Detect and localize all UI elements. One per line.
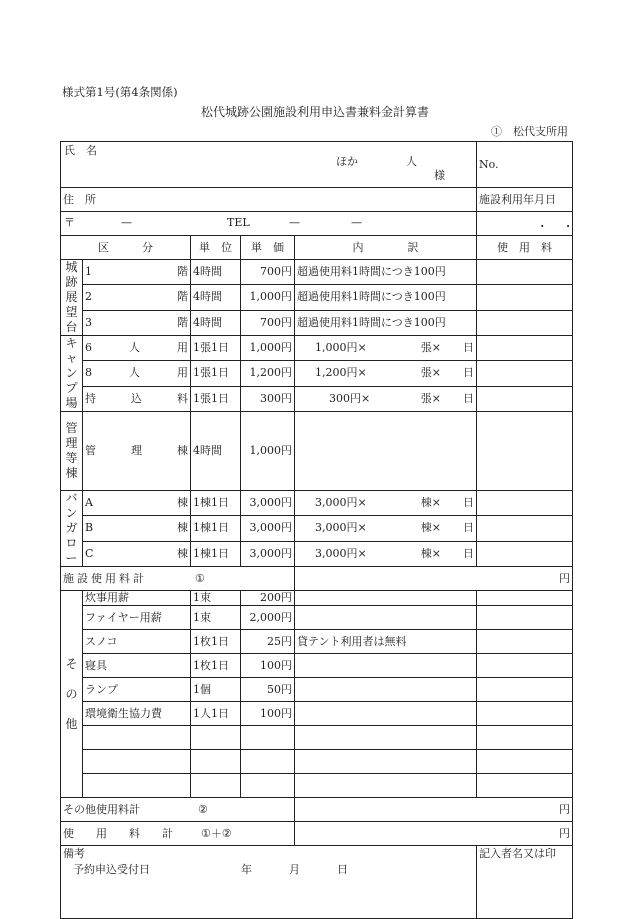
- other-row-8-price[interactable]: [241, 750, 295, 774]
- castle-row-1-fee[interactable]: [477, 260, 573, 285]
- application-form-table: [60, 141, 573, 919]
- other-row-4-unit: 1枚1日: [191, 654, 241, 678]
- other-row-4-name: 寝具: [83, 654, 191, 678]
- camp-row-3-price: 300円: [241, 386, 295, 411]
- castle-row-2-fee[interactable]: [477, 285, 573, 310]
- camp_rows-2-detail_unit: 張×: [420, 391, 441, 405]
- bungalow_rows-0-detail_day: 日: [463, 496, 474, 510]
- other-row-9-name[interactable]: [83, 774, 191, 798]
- camp_rows-2-name: 持: [85, 391, 96, 405]
- other-row-1-unit: 1束: [191, 591, 241, 606]
- other-row-6-unit: 1人1日: [191, 702, 241, 726]
- camp_rows-1-detail_unit: 張×: [420, 366, 441, 380]
- castle-row-3-unit: 4時間: [191, 310, 241, 335]
- camp_rows-2-detail_price: 300円×: [329, 391, 371, 405]
- camp-row-1-unit: 1張1日: [191, 336, 241, 361]
- other-row-3-price: 25円: [241, 630, 295, 654]
- col-kubun: 区 分: [61, 236, 191, 260]
- kanri-row-unit: 4時間: [191, 412, 241, 491]
- castle-row-2-name: [83, 285, 191, 310]
- bungalow-row-3-fee[interactable]: [477, 541, 573, 566]
- received-year: 年: [241, 863, 252, 876]
- postal-tel-field[interactable]: [61, 212, 477, 236]
- castle_rows-1-suffix: 階: [177, 290, 188, 304]
- other-row-9-price[interactable]: [241, 774, 295, 798]
- camp_rows-0-name: 6: [85, 341, 92, 355]
- received-date-label: 予約申込受付日: [73, 863, 150, 876]
- other-row-9-unit[interactable]: [191, 774, 241, 798]
- other-row-1-price: 200円: [241, 591, 295, 606]
- name-label: 氏 名: [64, 144, 97, 157]
- use-date-label: 施設利用年月日: [477, 188, 573, 212]
- camp-row-2-name: [83, 361, 191, 386]
- nin-label: 人: [406, 155, 417, 168]
- other-row-2-fee[interactable]: [477, 606, 573, 630]
- camp_rows-0-mid: 人: [129, 341, 140, 355]
- received-day: 日: [337, 863, 348, 876]
- castle_rows-0-name: 1: [85, 265, 92, 279]
- other-row-2-detail: [295, 606, 477, 630]
- other-row-5-fee[interactable]: [477, 678, 573, 702]
- castle-row-2-unit: 4時間: [191, 285, 241, 310]
- grand-total-label: [61, 822, 295, 846]
- camp_rows-0-suffix: 用: [177, 341, 188, 355]
- bungalow-row-2-unit: 1棟1日: [191, 516, 241, 541]
- other-row-9-fee[interactable]: [477, 774, 573, 798]
- received-month: 月: [289, 863, 300, 876]
- camp-row-2-detail: [295, 361, 477, 386]
- camp_rows-0-detail_price: 1,000円×: [315, 341, 367, 355]
- bungalow_rows-0-suffix: 棟: [177, 496, 188, 510]
- bungalow-row-3-detail: [295, 541, 477, 566]
- bungalow_rows-1-name: B: [85, 521, 94, 535]
- castle-row-2-price: 1,000円: [241, 285, 295, 310]
- bungalow-row-2-fee[interactable]: [477, 516, 573, 541]
- camp-row-3-fee[interactable]: [477, 386, 573, 411]
- bungalow_rows-2-detail_price: 3,000円×: [315, 546, 367, 560]
- other-row-3-name: スノコ: [83, 630, 191, 654]
- group-castle: 城跡展望台: [61, 260, 83, 336]
- camp_rows-1-suffix: 用: [177, 366, 188, 380]
- other-row-9-detail[interactable]: [295, 774, 477, 798]
- other-row-5-name: ランプ: [83, 678, 191, 702]
- other-total-label: [61, 798, 295, 822]
- bungalow-row-1-detail: [295, 491, 477, 516]
- kanri-row-fee[interactable]: [477, 412, 573, 491]
- camp-row-1-detail: [295, 336, 477, 361]
- facility_total-mark: ①: [195, 571, 205, 585]
- grand_total-label: 使 用 料 計: [63, 826, 173, 840]
- address-label: 住 所: [63, 192, 96, 206]
- office-label: ① 松代支所用: [491, 125, 568, 138]
- castle-row-2-detail: 超過使用料1時間につき100円: [295, 285, 477, 310]
- castle_rows-1-name: 2: [85, 290, 92, 304]
- other-row-8-fee[interactable]: [477, 750, 573, 774]
- facility-total-value[interactable]: 円: [295, 567, 573, 591]
- other-row-4-detail: [295, 654, 477, 678]
- tel-dash-2: —: [351, 216, 362, 229]
- castle_rows-2-suffix: 階: [177, 315, 188, 329]
- bungalow_rows-1-detail_unit: 棟×: [420, 521, 441, 535]
- hoka-label: ほか: [336, 155, 358, 168]
- other-row-6-name: 環境衛生協力費: [83, 702, 191, 726]
- bungalow_rows-2-detail_unit: 棟×: [420, 546, 441, 560]
- camp_rows-0-detail_unit: 張×: [420, 341, 441, 355]
- castle-row-3-fee[interactable]: [477, 310, 573, 335]
- group-bungalow: バンガロー: [61, 491, 83, 567]
- other-row-5-unit: 1個: [191, 678, 241, 702]
- camp_rows-2-detail_day: 日: [463, 391, 474, 405]
- castle-row-1-name: [83, 260, 191, 285]
- use-date-field[interactable]: . .: [477, 212, 573, 236]
- castle_rows-0-suffix: 階: [177, 265, 188, 279]
- bungalow-row-3-name: [83, 541, 191, 566]
- col-shiyoryo: 使 用 料: [477, 236, 573, 260]
- other-row-3-fee[interactable]: [477, 630, 573, 654]
- other-row-7-detail[interactable]: [295, 726, 477, 750]
- camp_rows-0-detail_day: 日: [463, 341, 474, 355]
- bungalow_rows-2-name: C: [85, 546, 94, 560]
- camp-row-3-unit: 1張1日: [191, 386, 241, 411]
- castle-row-1-detail: 超過使用料1時間につき100円: [295, 260, 477, 285]
- bungalow_rows-1-detail_price: 3,000円×: [315, 521, 367, 535]
- kanri_row-suffix: 棟: [177, 444, 188, 457]
- camp_rows-1-detail_day: 日: [463, 366, 474, 380]
- castle-row-3-name: [83, 310, 191, 335]
- postal-dash: —: [121, 216, 132, 229]
- camp-row-3-detail: [295, 386, 477, 411]
- postal-mark: 〒: [64, 216, 75, 229]
- camp_rows-1-detail_price: 1,200円×: [315, 366, 367, 380]
- other-row-4-fee[interactable]: [477, 654, 573, 678]
- grand-total-value[interactable]: 円: [295, 822, 573, 846]
- other-row-5-detail: [295, 678, 477, 702]
- kanri_row-name: 管: [85, 444, 96, 457]
- camp_rows-1-name: 8: [85, 366, 92, 380]
- other-row-7-fee[interactable]: [477, 726, 573, 750]
- bungalow_rows-1-detail_day: 日: [463, 521, 474, 535]
- castle-row-3-price: 700円: [241, 310, 295, 335]
- other-row-2-price: 2,000円: [241, 606, 295, 630]
- group-other: [61, 591, 83, 798]
- camp-row-3-name: [83, 386, 191, 411]
- camp_rows-2-suffix: 料: [177, 391, 188, 405]
- other-row-6-price: 100円: [241, 702, 295, 726]
- col-uchiwake: 内 訳: [295, 236, 477, 260]
- other-row-2-unit: 1束: [191, 606, 241, 630]
- camp-row-1-fee[interactable]: [477, 336, 573, 361]
- kanri-row-price: 1,000円: [241, 412, 295, 491]
- other-row-5-price: 50円: [241, 678, 295, 702]
- other-row-8-name[interactable]: [83, 750, 191, 774]
- castle-row-1-price: 700円: [241, 260, 295, 285]
- bungalow-row-2-detail: [295, 516, 477, 541]
- name-field[interactable]: [61, 142, 477, 188]
- bungalow-row-3-unit: 1棟1日: [191, 541, 241, 566]
- col-tani: 単 位: [191, 236, 241, 260]
- signer-field[interactable]: [477, 846, 573, 919]
- other-row-7-name[interactable]: [83, 726, 191, 750]
- bungalow_rows-0-detail_price: 3,000円×: [315, 496, 367, 510]
- facility-total-label: [61, 567, 295, 591]
- bungalow-row-1-name: [83, 491, 191, 516]
- other_total-mark: ②: [198, 802, 208, 816]
- bungalow-row-3-price: 3,000円: [241, 541, 295, 566]
- remarks-label: 備考: [63, 847, 85, 860]
- tel-label: TEL: [227, 216, 250, 229]
- no-field[interactable]: [477, 142, 573, 188]
- kanri-row-name: [83, 412, 191, 491]
- bungalow-row-1-price: 3,000円: [241, 491, 295, 516]
- other_total-label: その他使用料計: [63, 802, 140, 816]
- bungalow-row-1-fee[interactable]: [477, 491, 573, 516]
- camp-row-1-name: [83, 336, 191, 361]
- other-row-2-name: ファイヤー用薪: [83, 606, 191, 630]
- castle-row-1-unit: 4時間: [191, 260, 241, 285]
- other-row-1-fee[interactable]: [477, 591, 573, 606]
- kanri-row-detail: [295, 412, 477, 491]
- other-row-6-fee[interactable]: [477, 702, 573, 726]
- kanri_row-mid: 理: [131, 444, 142, 457]
- remarks-field[interactable]: [61, 846, 477, 919]
- grand_total-mark: ①＋②: [201, 826, 232, 840]
- bungalow-row-2-price: 3,000円: [241, 516, 295, 541]
- form-title: 松代城跡公園施設利用申込書兼料金計算書: [200, 105, 429, 119]
- group-camp: キャンプ場: [61, 336, 83, 412]
- col-tanka: 単 価: [241, 236, 295, 260]
- other-total-value[interactable]: 円: [295, 798, 573, 822]
- other-row-8-detail[interactable]: [295, 750, 477, 774]
- other-row-1-detail: [295, 591, 477, 606]
- signer-label: 記入者名又は印: [479, 847, 556, 860]
- other-row-8-unit[interactable]: [191, 750, 241, 774]
- other-row-4-price: 100円: [241, 654, 295, 678]
- bungalow-row-2-name: [83, 516, 191, 541]
- camp-row-1-price: 1,000円: [241, 336, 295, 361]
- facility_total-label: 施設使用料計: [63, 571, 147, 585]
- bungalow_rows-1-suffix: 棟: [177, 521, 188, 535]
- sama-label: 様: [434, 169, 445, 182]
- other-row-7-price[interactable]: [241, 726, 295, 750]
- bungalow_rows-0-detail_unit: 棟×: [420, 496, 441, 510]
- tel-dash-1: —: [289, 216, 300, 229]
- address-field[interactable]: [61, 188, 477, 212]
- other-row-3-detail: 貸テント利用者は無料: [295, 630, 477, 654]
- groups-other: その他: [65, 657, 78, 731]
- castle-row-3-detail: 超過使用料1時間につき100円: [295, 310, 477, 335]
- camp-row-2-unit: 1張1日: [191, 361, 241, 386]
- bungalow_rows-0-name: A: [85, 496, 93, 510]
- bungalow-row-1-unit: 1棟1日: [191, 491, 241, 516]
- camp_rows-2-mid: 込: [131, 391, 142, 405]
- camp_rows-1-mid: 人: [129, 366, 140, 380]
- castle_rows-2-name: 3: [85, 315, 92, 329]
- other-row-7-unit[interactable]: [191, 726, 241, 750]
- other-row-1-name: 炊事用薪: [83, 591, 191, 606]
- other-row-3-unit: 1枚1日: [191, 630, 241, 654]
- camp-row-2-fee[interactable]: [477, 361, 573, 386]
- no-label: No.: [479, 157, 499, 171]
- camp-row-2-price: 1,200円: [241, 361, 295, 386]
- group-kanri: 管理等棟: [61, 412, 83, 491]
- other-row-6-detail: [295, 702, 477, 726]
- bungalow_rows-2-suffix: 棟: [177, 546, 188, 560]
- form-number: 様式第1号(第4条関係): [62, 85, 178, 99]
- bungalow_rows-2-detail_day: 日: [463, 546, 474, 560]
